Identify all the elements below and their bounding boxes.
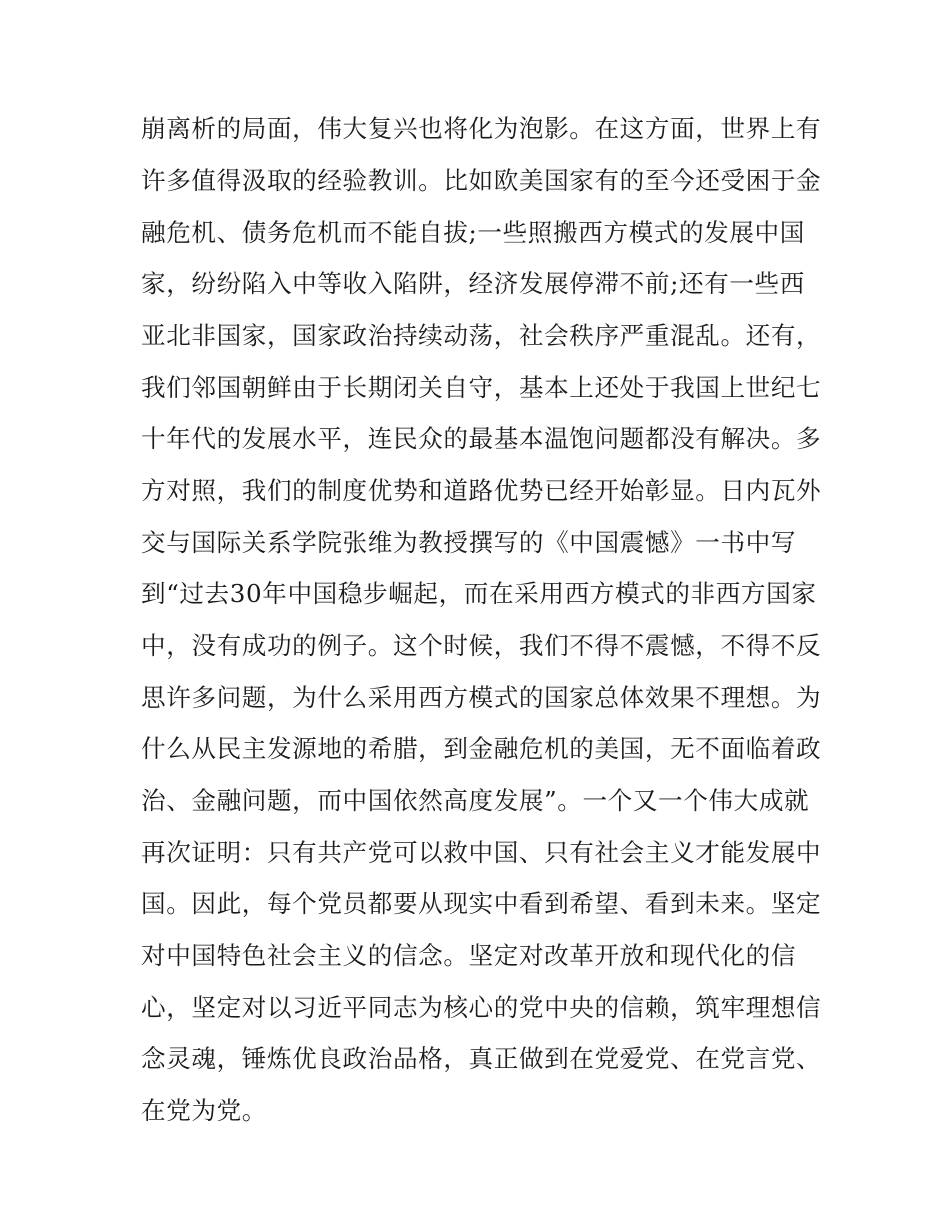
text-line-6: 我们邻国朝鲜由于长期闭关自守，基本上还处于我国上世纪七 bbox=[141, 373, 822, 402]
text-line-14: 治、金融问题，而中国依然高度发展”。一个又一个伟大成就 bbox=[141, 786, 810, 815]
text-line-4: 家，纷纷陷入中等收入陷阱，经济发展停滞不前;还有一些西 bbox=[141, 269, 805, 298]
text-line-3: 融危机、债务危机而不能自拔;一些照搬西方模式的发展中国 bbox=[141, 218, 805, 247]
text-line-2: 许多值得汲取的经验教训。比如欧美国家有的至今还受困于金 bbox=[141, 166, 822, 195]
text-line-10: 到“过去30年中国稳步崛起，而在采用西方模式的非西方国家 bbox=[141, 579, 817, 608]
text-line-9: 交与国际关系学院张维为教授撰写的《中国震憾》一书中写 bbox=[141, 528, 797, 557]
text-line-1: 崩离析的局面，伟大复兴也将化为泡影。在这方面，世界上有 bbox=[141, 114, 822, 143]
text-line-17: 对中国特色社会主义的信念。坚定对改革开放和现代化的信 bbox=[141, 941, 797, 970]
text-line-13: 什么从民主发源地的希腊，到金融危机的美国，无不面临着政 bbox=[141, 734, 822, 763]
text-line-20: 在党为党。 bbox=[141, 1096, 267, 1125]
text-line-16: 国。因此，每个党员都要从现实中看到希望、看到未来。坚定 bbox=[141, 889, 822, 918]
text-line-7: 十年代的发展水平，连民众的最基本温饱问题都没有解决。多 bbox=[141, 424, 822, 453]
text-line-12: 思许多问题，为什么采用西方模式的国家总体效果不理想。为 bbox=[141, 683, 822, 712]
text-line-19: 念灵魂，锤炼优良政治品格，真正做到在党爱党、在党言党、 bbox=[141, 1044, 822, 1073]
text-line-15: 再次证明：只有共产党可以救中国、只有社会主义才能发展中 bbox=[141, 838, 822, 867]
text-line-5: 亚北非国家，国家政治持续动荡，社会秩序严重混乱。还有， bbox=[141, 321, 822, 350]
text-line-8: 方对照，我们的制度优势和道路优势已经开始彰显。日内瓦外 bbox=[141, 476, 822, 505]
text-line-11: 中，没有成功的例子。这个时候，我们不得不震憾，不得不反 bbox=[141, 631, 822, 660]
text-line-18: 心，坚定对以习近平同志为核心的党中央的信赖，筑牢理想信 bbox=[141, 993, 822, 1022]
